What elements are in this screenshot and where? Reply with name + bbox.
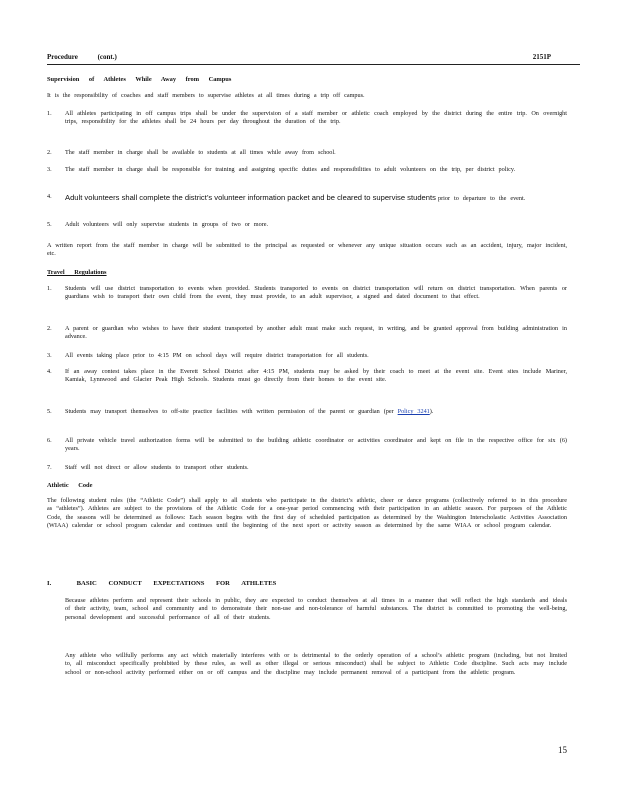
item-text: Adult volunteers will only supervise students in groups of two or more. [65,221,269,228]
item-number: 6. [47,437,52,444]
item-number: 3. [47,352,52,359]
item-text: All events taking place prior to 4:15 PM on school days will require district transportation for all students. [65,352,369,359]
travel-item-3 [47,352,567,360]
supervision-heading: Supervision of Athletes While Away from Campus [47,76,232,83]
procedure-code: 2151P [532,53,551,61]
item-number: 7. [47,464,52,471]
item-text: All athletes participating in off campus trips shall be under the supervision of a staff member or athletic coach employed by the district during the entire trip. On overnight trips, responsibility for the athletes shall be 24 hours per day throughout the duration of the trip. [65,110,567,126]
travel-item-6 [47,437,567,454]
travel-item-2 [47,325,567,342]
page-number: 15 [558,745,567,755]
item-text [65,408,567,416]
item-text: Students will use district transportation to events when provided. Students transported to events on district transportation will return on district transportation. When parents or guardians wish to transport their own child from the event, they must provide, to an adult supervisor, a signed and dated document to that effect. [65,285,567,301]
supervision-intro: It is the responsibility of coaches and staff members to supervise athletes at all times during a trip off campus. [47,92,365,99]
supervision-item-5 [47,221,567,229]
athletic-code-heading: Athletic Code [47,482,93,489]
supervision-item-4 [47,193,567,204]
item-number: 5. [47,221,52,228]
item-text: The staff member in charge shall be responsible for training and assigning specific duties and responsibilities to adult volunteers on the trip, per district policy. [65,166,516,173]
item-main-text: Adult volunteers shall complete the district’s volunteer information packet and be cleared to supervise students [65,193,436,202]
item-number: 4. [47,368,52,375]
section-title: BASIC CONDUCT EXPECTATIONS FOR ATHLETES [76,580,277,587]
page-header [47,53,575,61]
header-rule [47,64,580,65]
item-text: If an away contest takes place in the Everett School District after 4:15 PM, students may be asked by their coach to meet at the event site. Event sites include Mariner, Kamiak, Lynnwood and Glacier Peak High Schools. Students must go directly from their homes to the event site. [65,368,567,384]
supervision-item-2 [47,149,567,157]
item-text: Staff will not direct or allow students to transport other students. [65,464,249,471]
item-text: All private vehicle travel authorization forms will be submitted to the building athletic coordinator or activities coordinator and kept on file in the respective office for six (6) years. [65,437,567,453]
supervision-item-3 [47,166,567,174]
athletic-code-text: The following student rules (the “Athletic Code”) shall apply to all students who participate in the district’s athletic, cheer or dance programs (collectively referred to in this procedure as “athletes”). Athletes are subject to the provisions of the Athletic Code for a one-year period commencing with their participation in an athletic season. For purposes of the Athletic Code, the seasons will be determined as follows: Each season begins with the first day of scheduled participation as determined by the Washington Interscholastic Activities Association (WIAA) calendar or school program calendar and continues until the beginning of the next sport or activity season as determined by the same WIAA or school program calendar. [47,497,567,530]
travel-item-1 [47,285,567,302]
supervision-closing: A written report from the staff member in charge will be submitted to the principal as requested or whenever any unique situation occurs such as an accident, injury, major incident, etc. [47,242,567,258]
item-number: 1. [47,110,52,117]
travel-item-4 [47,368,567,385]
cont-label: (cont.) [97,53,117,61]
basic-conduct-paragraph-1: Because athletes perform and represent their schools in public, they are expected to conduct themselves at all times in a manner that will reflect the high standards and ideals of their activity, team, school and community and to demonstrate their non-use and non-tolerance of harmful substances. The district is committed to promoting the well-being, personal development and successful performance of all of their students. [65,597,567,621]
item-after-text: ). [429,408,434,415]
item-number: 3. [47,166,52,173]
item-number: 2. [47,149,52,156]
item-number: 2. [47,325,52,332]
item-text: The staff member in charge shall be available to students at all times while away from school. [65,149,336,156]
basic-conduct-paragraph-2: Any athlete who willfully performs any act which materially interferes with or is detrimental to the orderly operation of a school’s athletic program (including, but not limited to, all misconduct specifically prohibited by these rules, as well as other illegal or serious misconduct) shall be subject to Athletic Code discipline. Such acts may include school or non-school activity performed either on or off campus and the discipline may include permanent removal of a participant from the athletic program. [65,652,567,676]
item-text [65,193,567,204]
section-number: I. [47,580,52,587]
item-main-text: Students may transport themselves to off-site practice facilities with written permission of the parent or guardian (per [65,408,394,415]
item-number: 4. [47,193,52,200]
travel-heading: Travel Regulations [47,269,107,276]
item-number: 5. [47,408,52,415]
supervision-item-1 [47,110,567,127]
item-text: A parent or guardian who wishes to have their student transported by another adult must make such request, in writing, and be granted approval from building administration in advance. [65,325,567,341]
travel-item-7 [47,464,567,472]
policy-link[interactable]: Policy 3241 [397,408,430,415]
procedure-label: Procedure [47,53,78,61]
item-tail-text: prior to departure to the event. [438,195,526,202]
travel-item-5 [47,408,567,416]
basic-conduct-heading [47,580,567,587]
item-number: 1. [47,285,52,292]
